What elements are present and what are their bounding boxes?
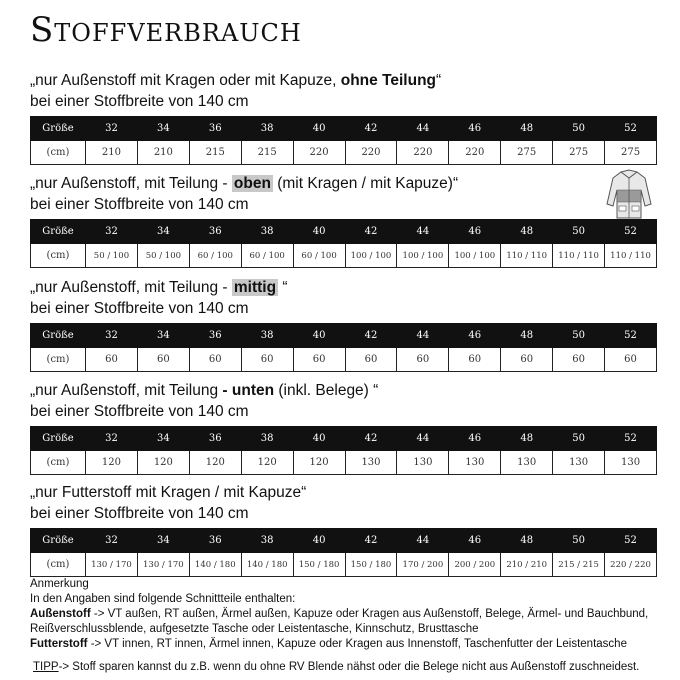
value-cell: 110 / 110: [605, 244, 657, 268]
size-cell: 42: [345, 427, 397, 451]
size-cell: 50: [553, 529, 605, 553]
size-cell: 38: [241, 117, 293, 141]
page-title: Stoffverbrauch: [30, 10, 302, 50]
heading-text-end: “: [436, 72, 442, 89]
table-value-row: [31, 244, 657, 268]
section-4: [30, 380, 660, 468]
value-cell: 50 / 100: [86, 244, 138, 268]
size-cell: 40: [293, 427, 345, 451]
value-cell: 170 / 200: [397, 553, 449, 577]
value-cell: 120: [241, 451, 293, 475]
size-label-cell: Größe: [31, 427, 86, 451]
value-cell: 220: [449, 141, 501, 165]
value-cell: 50 / 100: [137, 244, 189, 268]
table-value-row: [31, 451, 657, 475]
table-value-row: [31, 141, 657, 165]
value-cell: 215: [241, 141, 293, 165]
value-cell: 60: [86, 348, 138, 372]
heading-text-end: (inkl. Belege) “: [274, 382, 379, 399]
value-cell: 110 / 110: [553, 244, 605, 268]
value-cell: 60: [189, 348, 241, 372]
size-cell: 46: [449, 117, 501, 141]
value-cell: 60 / 100: [293, 244, 345, 268]
size-table: [30, 219, 657, 268]
value-cell: 275: [605, 141, 657, 165]
section-1: [30, 70, 660, 158]
heading-text-end: (mit Kragen / mit Kapuze)“: [272, 175, 459, 192]
section-heading: [30, 70, 660, 91]
table-value-row: [31, 553, 657, 577]
value-cell: 60: [397, 348, 449, 372]
value-cell: 130: [553, 451, 605, 475]
section-subheading: bei einer Stoffbreite von 140 cm: [30, 403, 249, 420]
value-cell: 60 / 100: [189, 244, 241, 268]
size-cell: 46: [449, 220, 501, 244]
value-cell: 120: [86, 451, 138, 475]
size-cell: 38: [241, 529, 293, 553]
value-cell: 210 / 210: [501, 553, 553, 577]
section-3: [30, 277, 660, 365]
table-header-row: [31, 529, 657, 553]
size-cell: 48: [501, 427, 553, 451]
section-subheading: bei einer Stoffbreite von 140 cm: [30, 505, 249, 522]
size-cell: 44: [397, 427, 449, 451]
value-cell: 100 / 100: [345, 244, 397, 268]
value-cell: 150 / 180: [345, 553, 397, 577]
size-cell: 52: [605, 529, 657, 553]
value-cell: 60: [605, 348, 657, 372]
value-cell: 220 / 220: [605, 553, 657, 577]
size-cell: 32: [86, 220, 138, 244]
section-2: [30, 173, 660, 261]
size-cell: 42: [345, 220, 397, 244]
size-cell: 44: [397, 324, 449, 348]
value-cell: 275: [501, 141, 553, 165]
unit-label-cell: (cm): [31, 141, 86, 165]
notes-outer-text: -> VT außen, RT außen, Ärmel außen, Kapuze oder Kragen aus Außenstoff, Belege, Ärmel- und Bauchbund,: [90, 608, 649, 620]
size-label-cell: Größe: [31, 220, 86, 244]
value-cell: 130: [345, 451, 397, 475]
value-cell: 120: [137, 451, 189, 475]
value-cell: 150 / 180: [293, 553, 345, 577]
value-cell: 60: [449, 348, 501, 372]
value-cell: 60 / 100: [241, 244, 293, 268]
size-cell: 36: [189, 427, 241, 451]
value-cell: 60: [293, 348, 345, 372]
size-cell: 32: [86, 529, 138, 553]
value-cell: 130: [605, 451, 657, 475]
size-table: [30, 528, 657, 577]
table-header-row: [31, 324, 657, 348]
value-cell: 130 / 170: [137, 553, 189, 577]
size-cell: 48: [501, 324, 553, 348]
notes-lining-text: -> VT innen, RT innen, Ärmel innen, Kapuze oder Kragen aus Innenstoff, Taschenfutter der Leistentasche: [87, 638, 627, 650]
size-cell: 50: [553, 117, 605, 141]
size-cell: 44: [397, 529, 449, 553]
size-cell: 48: [501, 117, 553, 141]
tipp-label: TIPP: [33, 661, 59, 673]
size-cell: 48: [501, 529, 553, 553]
size-cell: 52: [605, 117, 657, 141]
value-cell: 220: [397, 141, 449, 165]
unit-label-cell: (cm): [31, 348, 86, 372]
notes-block: [30, 577, 670, 652]
value-cell: 60: [345, 348, 397, 372]
size-cell: 42: [345, 117, 397, 141]
notes-lining: [30, 637, 670, 652]
section-subheading: bei einer Stoffbreite von 140 cm: [30, 196, 249, 213]
value-cell: 110 / 110: [501, 244, 553, 268]
value-cell: 120: [293, 451, 345, 475]
heading-emphasis: oben: [233, 175, 271, 192]
table-header-row: [31, 117, 657, 141]
size-table: [30, 323, 657, 372]
size-cell: 52: [605, 427, 657, 451]
size-cell: 40: [293, 220, 345, 244]
section-5: [30, 482, 660, 570]
size-cell: 50: [553, 427, 605, 451]
size-cell: 34: [137, 117, 189, 141]
value-cell: 215: [189, 141, 241, 165]
value-cell: 220: [293, 141, 345, 165]
value-cell: 220: [345, 141, 397, 165]
table-header-row: [31, 427, 657, 451]
size-cell: 32: [86, 427, 138, 451]
size-cell: 50: [553, 220, 605, 244]
section-heading: [30, 482, 660, 503]
value-cell: 215 / 215: [553, 553, 605, 577]
notes-outer-2: Reißverschlussblende, aufgesetzte Tasche oder Leistentasche, Kinnschutz, Brusttasche: [30, 623, 479, 635]
size-cell: 40: [293, 324, 345, 348]
notes-outer: [30, 607, 670, 622]
size-table: [30, 426, 657, 475]
size-cell: 38: [241, 324, 293, 348]
size-cell: 32: [86, 324, 138, 348]
notes-lining-label: Futterstoff: [30, 638, 88, 650]
tipp-text: -> Stoff sparen kannst du z.B. wenn du ohne RV Blende nähst oder die Belege nicht aus Außenstoff zuschneidest.: [58, 661, 640, 673]
size-cell: 32: [86, 117, 138, 141]
value-cell: 60: [241, 348, 293, 372]
heading-emphasis: mittig: [233, 279, 277, 296]
heading-text: „nur Außenstoff mit Kragen oder mit Kapuze,: [30, 72, 341, 89]
size-cell: 36: [189, 220, 241, 244]
size-cell: 44: [397, 220, 449, 244]
size-cell: 50: [553, 324, 605, 348]
size-cell: 34: [137, 324, 189, 348]
heading-text: „nur Außenstoff, mit Teilung -: [30, 175, 232, 192]
section-heading: [30, 277, 660, 298]
value-cell: 130: [397, 451, 449, 475]
value-cell: 100 / 100: [397, 244, 449, 268]
unit-label-cell: (cm): [31, 553, 86, 577]
size-table: [30, 116, 657, 165]
tipp-line: [33, 661, 639, 673]
size-cell: 48: [501, 220, 553, 244]
size-cell: 36: [189, 117, 241, 141]
size-cell: 46: [449, 324, 501, 348]
size-label-cell: Größe: [31, 324, 86, 348]
size-label-cell: Größe: [31, 529, 86, 553]
heading-text-end: “: [278, 279, 288, 296]
size-cell: 36: [189, 529, 241, 553]
size-cell: 42: [345, 529, 397, 553]
size-cell: 40: [293, 117, 345, 141]
unit-label-cell: (cm): [31, 244, 86, 268]
value-cell: 60: [137, 348, 189, 372]
value-cell: 210: [86, 141, 138, 165]
value-cell: 60: [501, 348, 553, 372]
size-cell: 44: [397, 117, 449, 141]
size-cell: 38: [241, 427, 293, 451]
size-cell: 38: [241, 220, 293, 244]
heading-emphasis: ohne Teilung: [340, 72, 437, 89]
heading-text: „nur Außenstoff, mit Teilung -: [30, 279, 232, 296]
value-cell: 100 / 100: [449, 244, 501, 268]
size-cell: 46: [449, 427, 501, 451]
size-cell: 40: [293, 529, 345, 553]
section-subheading: bei einer Stoffbreite von 140 cm: [30, 300, 249, 317]
section-subheading: bei einer Stoffbreite von 140 cm: [30, 93, 249, 110]
size-cell: 34: [137, 529, 189, 553]
value-cell: 130 / 170: [86, 553, 138, 577]
size-cell: 52: [605, 324, 657, 348]
value-cell: 130: [501, 451, 553, 475]
size-cell: 36: [189, 324, 241, 348]
heading-text: „nur Futterstoff mit Kragen / mit Kapuze“: [30, 484, 307, 501]
heading-text: „nur Außenstoff, mit Teilung: [30, 382, 223, 399]
table-header-row: [31, 220, 657, 244]
size-cell: 34: [137, 220, 189, 244]
size-cell: 52: [605, 220, 657, 244]
notes-heading: Anmerkung: [30, 578, 89, 590]
value-cell: 140 / 180: [189, 553, 241, 577]
value-cell: 140 / 180: [241, 553, 293, 577]
value-cell: 130: [449, 451, 501, 475]
heading-emphasis: - unten: [222, 382, 275, 399]
section-heading: [30, 380, 660, 401]
notes-intro: In den Angaben sind folgende Schnittteile enthalten:: [30, 593, 296, 605]
table-value-row: [31, 348, 657, 372]
value-cell: 60: [553, 348, 605, 372]
size-cell: 46: [449, 529, 501, 553]
size-label-cell: Größe: [31, 117, 86, 141]
value-cell: 275: [553, 141, 605, 165]
jacket-illustration-icon: [605, 168, 653, 220]
section-heading: [30, 173, 660, 194]
size-cell: 34: [137, 427, 189, 451]
value-cell: 120: [189, 451, 241, 475]
value-cell: 210: [137, 141, 189, 165]
notes-outer-label: Außenstoff: [30, 608, 91, 620]
unit-label-cell: (cm): [31, 451, 86, 475]
size-cell: 42: [345, 324, 397, 348]
value-cell: 200 / 200: [449, 553, 501, 577]
